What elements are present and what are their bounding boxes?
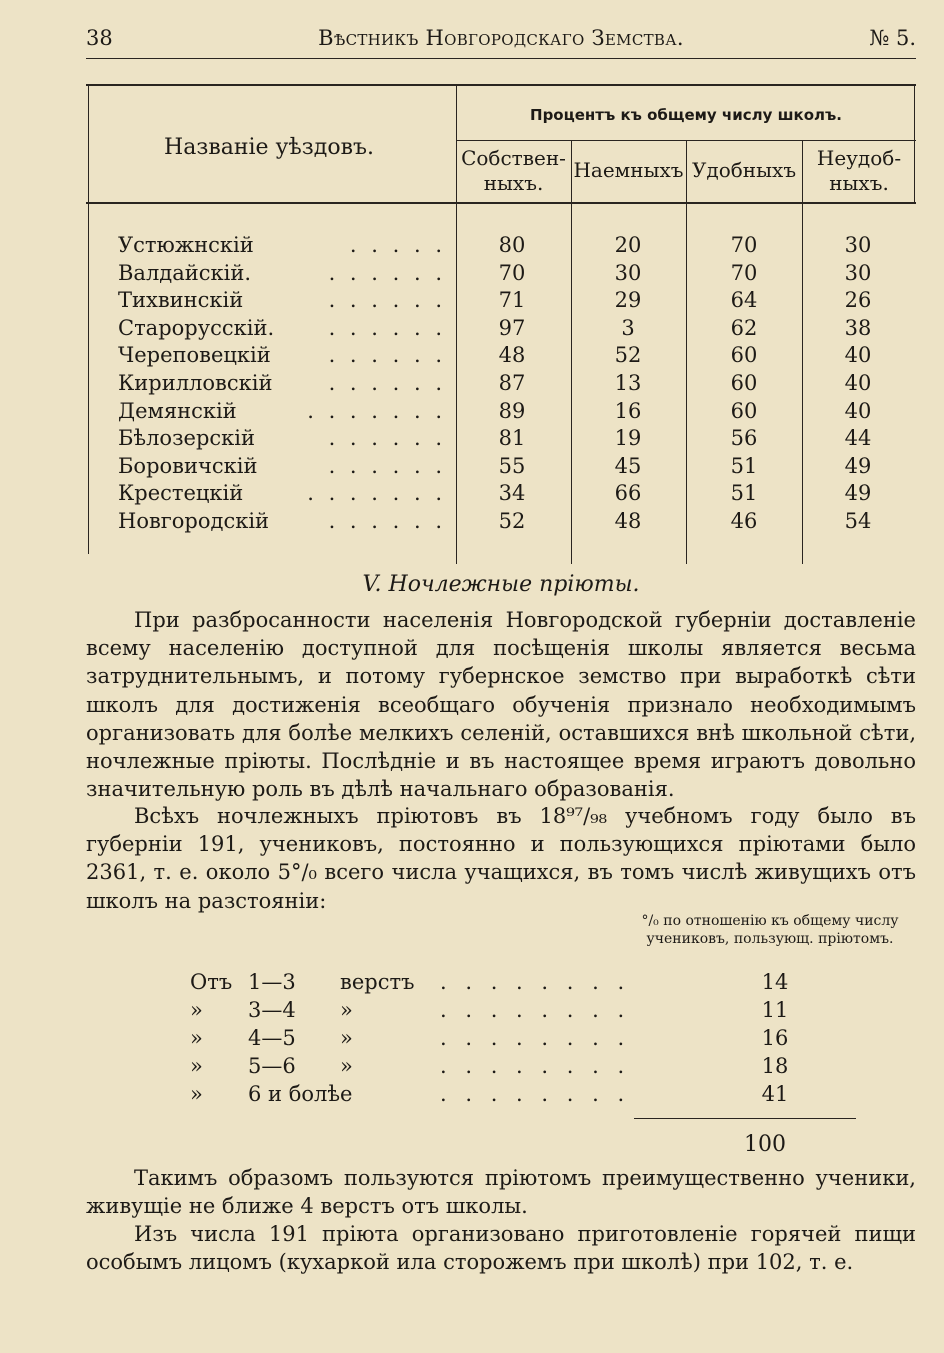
percent-group-header: Процентъ къ общему числу школъ. [530,106,842,124]
distance-total: 100 [744,1132,786,1157]
leader-dots: . . . . . . . . [440,1082,631,1106]
percent-cell: 44 [844,426,872,451]
percent-cell: 49 [844,453,872,478]
percent-cell: 16 [614,398,642,423]
table-row [86,287,916,315]
sum-rule [634,1118,856,1119]
leader-dots: . . . . . . [328,453,446,478]
percent-cell: 30 [614,260,642,285]
table-row [86,370,916,398]
distance-prefix: » [190,1026,203,1050]
distance-row [190,1024,830,1052]
district-name: Кирилловскій [118,370,273,395]
distance-unit: » [340,1054,353,1078]
distance-percent: 11 [761,998,789,1022]
header-rule [86,58,916,59]
table-row [86,453,916,481]
leader-dots: . . . . . . [328,288,446,313]
percent-cell: 66 [614,481,642,506]
paragraph-3: Такимъ образомъ пользуются пріютомъ преимущественно ученики, живущіе не ближе 4 верстъ отъ школы. [86,1166,916,1219]
table-row [86,398,916,426]
percent-cell: 62 [730,315,758,340]
distance-row [190,996,830,1024]
percent-cell: 89 [498,398,526,423]
table-row [86,342,916,370]
district-name: Устюжнскій [118,233,254,257]
district-name: Валдайскій. [118,260,252,285]
district-name: Старорусскій. [118,315,275,340]
issue-number: № 5. [869,26,916,50]
column-header: Удобныхъ [691,158,797,182]
table-row [86,480,916,508]
district-name: Череповецкій [118,343,271,368]
leader-dots: . . . . . . . [307,481,446,506]
distance-row [190,968,830,996]
leader-dots: . . . . . . [328,260,446,285]
percent-cell: 30 [844,260,872,285]
page-number: 38 [86,26,113,50]
distance-prefix: » [190,998,203,1022]
distance-unit: » [340,1026,353,1050]
district-table [86,84,916,564]
table-row [86,260,916,288]
leader-dots: . . . . . . [328,370,446,395]
percent-cell: 46 [730,508,758,533]
journal-title: Вѣстникъ Новгородскаго Земства. [318,26,684,50]
percent-cell: 56 [730,426,758,451]
distance-percent: 14 [761,970,789,994]
percent-cell: 55 [498,453,526,478]
percent-cell: 19 [614,426,642,451]
percent-cell: 34 [498,481,526,506]
district-name: Боровичскій [118,453,258,478]
percent-cell: 45 [614,453,642,478]
table-row [86,232,916,260]
percent-cell: 71 [498,288,526,313]
district-name: Демянскій [118,398,237,423]
distance-unit: » [340,998,353,1022]
leader-dots: . . . . . . [328,508,446,533]
district-name: Бѣлозерскій [118,426,256,451]
percent-cell: 40 [844,370,872,395]
percent-cell: 48 [614,508,642,533]
leader-dots: . . . . . . [328,315,446,340]
leader-dots: . . . . . . . . [440,1026,631,1050]
percent-cell: 70 [498,260,526,285]
distance-range: 4—5 [248,1026,296,1050]
distance-prefix: Отъ [190,970,233,994]
table-row [86,425,916,453]
percent-cell: 40 [844,398,872,423]
district-name-header: Названіе уѣздовъ. [164,135,374,160]
district-name: Новгородскій [118,508,270,533]
percent-cell: 70 [730,260,758,285]
column-header: Собствен- ныхъ. [461,146,566,195]
percent-cell: 26 [844,288,872,313]
percent-cell: 60 [730,343,758,368]
leader-dots: . . . . . . . . [440,1054,631,1078]
table-row [86,315,916,343]
leader-dots: . . . . . . . . [440,998,631,1022]
distance-prefix: » [190,1082,203,1106]
paragraph-2: Всѣхъ ночлежныхъ пріютовъ въ 18⁹⁷/₉₈ учебномъ году было въ губерніи 191, учениковъ, постоянно и пользующихся пріютами было 2361, т. е. около 5°/₀ всего числа учащихся, въ томъ числѣ живущихъ отъ школъ на разстояніи: [86,804,916,913]
percent-cell: 38 [844,315,872,340]
distance-percent: 16 [761,1026,789,1050]
percent-cell: 60 [730,370,758,395]
running-header [86,26,916,56]
percent-cell: 87 [498,370,526,395]
leader-dots: . . . . . . [328,343,446,368]
percent-cell: 60 [730,398,758,423]
distance-percent-note: °/₀ по отношенію къ общему числу учениковъ, пользующ. пріютомъ. [641,913,899,947]
distance-row [190,1052,830,1080]
percent-cell: 52 [614,343,642,368]
column-header: Неудоб- ныхъ. [816,146,902,195]
distance-row [190,1080,830,1108]
distance-percent: 18 [761,1054,789,1078]
table-header-rule [86,202,916,204]
district-name: Тихвинскій [118,288,244,313]
percent-cell: 80 [498,233,526,257]
percent-cell: 30 [844,233,872,257]
distance-prefix: » [190,1054,203,1078]
percent-cell: 52 [498,508,526,533]
percent-cell: 40 [844,343,872,368]
table-row [86,508,916,536]
distance-range: 5—6 [248,1054,296,1078]
percent-cell: 54 [844,508,872,533]
distance-range: 3—4 [248,998,296,1022]
column-header: Наемныхъ [573,158,684,182]
distance-unit: верстъ [340,970,415,994]
distance-range: 1—3 [248,970,296,994]
distance-range: 6 и болѣе [248,1082,353,1106]
percent-cell: 29 [614,288,642,313]
percent-cell: 97 [498,315,526,340]
percent-cell: 51 [730,481,758,506]
distance-table [190,968,830,1108]
leader-dots: . . . . . [349,233,446,257]
percent-cell: 3 [621,315,635,340]
table-body [86,232,916,536]
table-top-rule [86,84,916,86]
percent-cell: 20 [614,233,642,257]
paragraph-4: Изъ числа 191 пріюта организовано приготовленіе горячей пищи особымъ лицомъ (кухаркой ила сторожемъ при школѣ) при 102, т. е. [86,1222,916,1275]
percent-cell: 49 [844,481,872,506]
percent-cell: 48 [498,343,526,368]
section-title: V. Ночлежные пріюты. [362,572,640,597]
district-name: Крестецкій [118,481,244,506]
leader-dots: . . . . . . [328,426,446,451]
leader-dots: . . . . . . . . [440,970,631,994]
paragraph-1: При разбросанности населенія Новгородской губерніи доставленіе всему населенію доступной для посѣщенія школы является весьма затруднительнымъ, и потому губернское земство при выработкѣ сѣти школъ для достиженія всеобщаго обученія признало необходимымъ организовать для болѣе мелкихъ селеній, оставшихся внѣ школьной сѣти, ночлежные пріюты. Послѣдніе и въ настоящее время играютъ довольно значительную роль въ дѣлѣ начальнаго образованія. [86,608,916,802]
percent-cell: 70 [730,233,758,257]
percent-cell: 81 [498,426,526,451]
percent-cell: 64 [730,288,758,313]
percent-cell: 51 [730,453,758,478]
percent-cell: 13 [614,370,642,395]
distance-percent: 41 [761,1082,789,1106]
leader-dots: . . . . . . . [307,398,446,423]
